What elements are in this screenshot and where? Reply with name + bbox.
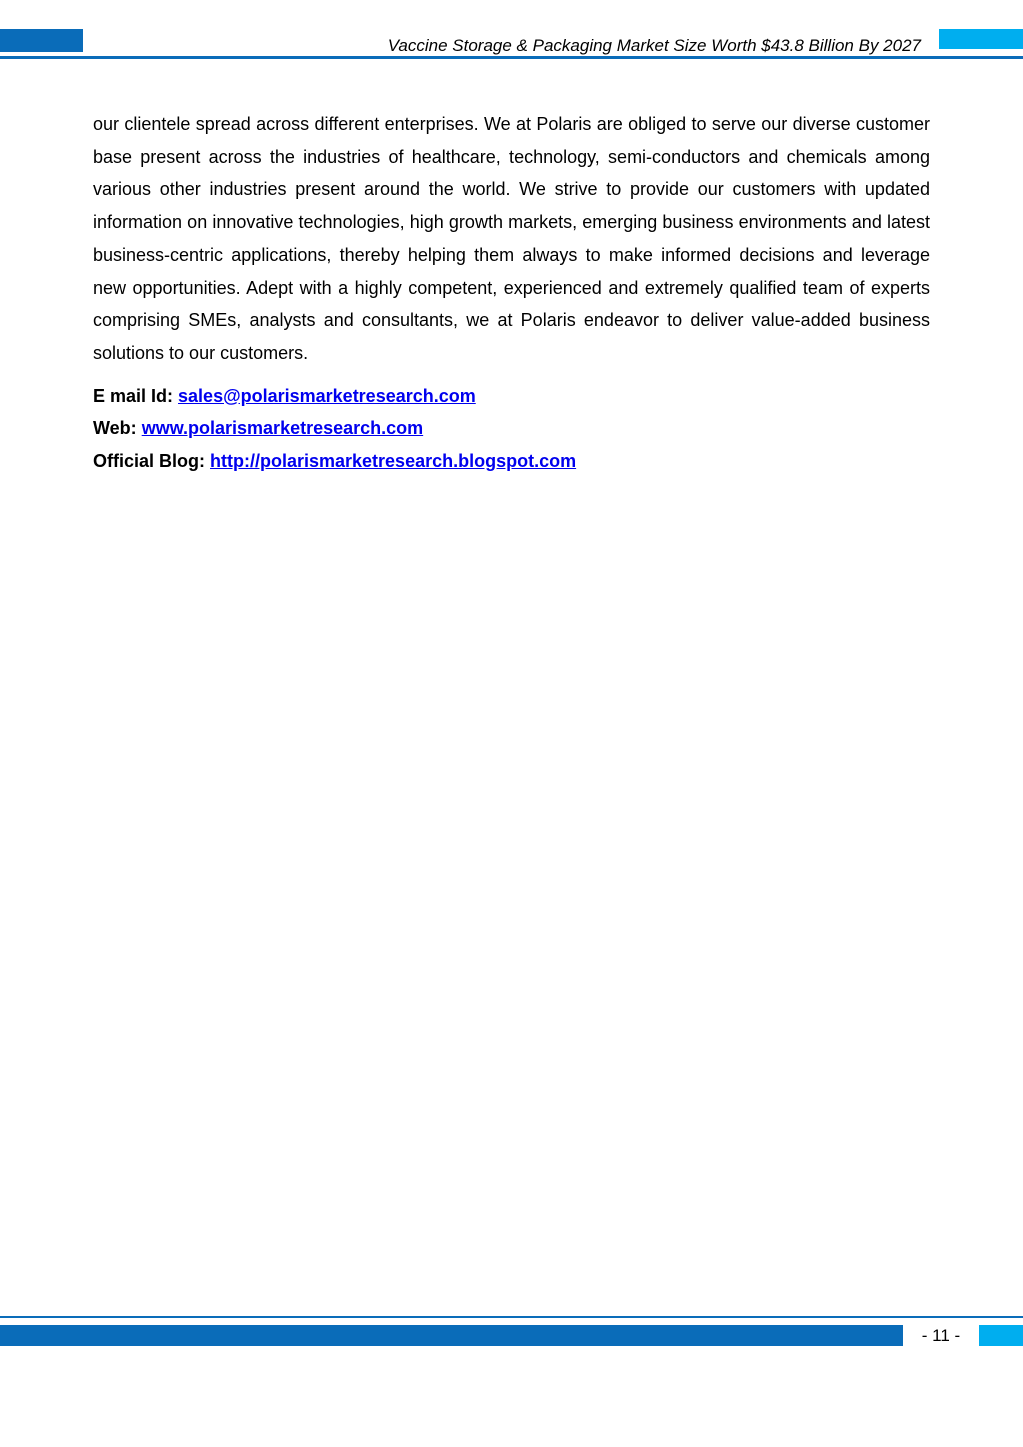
header-rule	[0, 56, 1023, 59]
web-label: Web:	[93, 418, 137, 439]
web-link[interactable]: www.polarismarketresearch.com	[141, 418, 424, 439]
page-number: - 11 -	[921, 1326, 961, 1345]
contact-block	[93, 380, 930, 478]
blog-link[interactable]: http://polarismarketresearch.blogspot.com	[210, 450, 577, 471]
header-left-block	[0, 29, 83, 52]
blog-row	[93, 445, 930, 478]
email-link[interactable]: sales@polarismarketresearch.com	[178, 385, 476, 406]
page-content	[93, 108, 930, 477]
header-right-block	[939, 29, 1023, 49]
blog-label: Official Blog:	[93, 450, 205, 471]
footer-rule	[0, 1316, 1023, 1318]
email-label: E mail Id:	[93, 385, 174, 406]
email-row	[93, 380, 930, 413]
header-title: Vaccine Storage & Packaging Market Size Worth $43.8 Billion By 2027	[387, 36, 921, 55]
footer-bar	[0, 1325, 903, 1346]
web-row	[93, 412, 930, 445]
body-paragraph: our clientele spread across different enterprises. We at Polaris are obliged to serve our diverse customer base present across the industries of healthcare, technology, semi-conductors and chemicals among various other industries present around the world. We strive to provide our customers with updated information on innovative technologies, high growth markets, emerging business environments and latest business-centric applications, thereby helping them always to make informed decisions and leverage new opportunities. Adept with a highly competent, experienced and extremely qualified team of experts comprising SMEs, analysts and consultants, we at Polaris endeavor to deliver value-added business solutions to our customers.	[93, 114, 930, 363]
footer-right-block	[979, 1325, 1023, 1346]
